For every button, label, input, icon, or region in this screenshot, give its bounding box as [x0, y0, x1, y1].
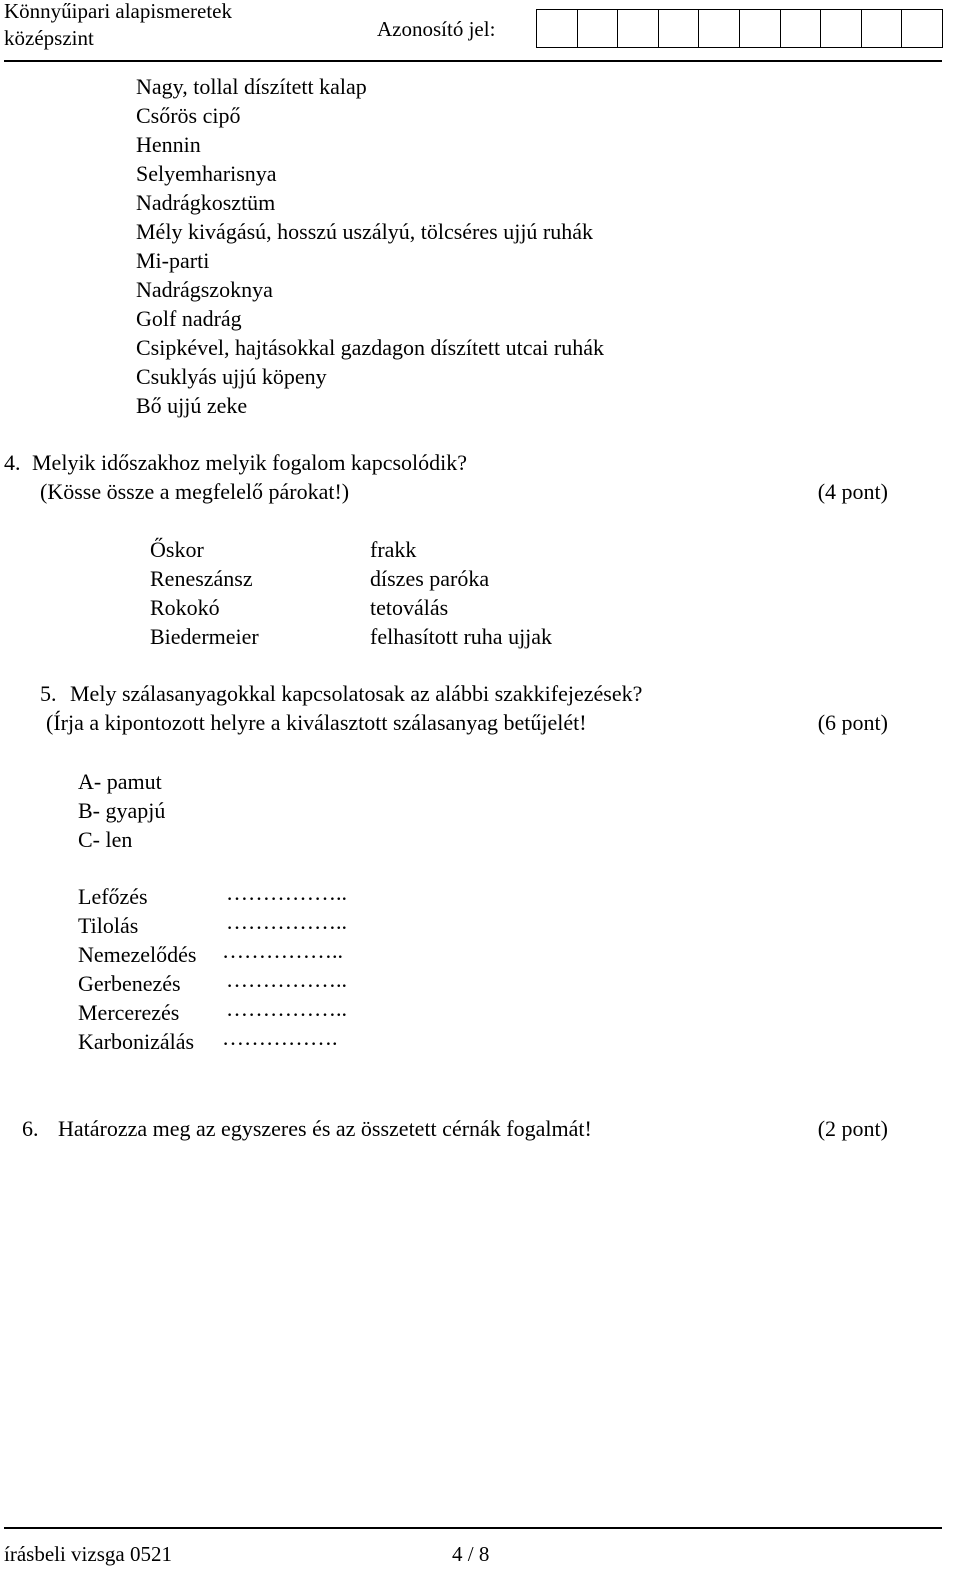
q4-points: (4 pont) [817, 479, 888, 504]
term-row [78, 1027, 478, 1056]
concept-item: tetoválás [370, 595, 449, 620]
fiber-option: B- gyapjú [78, 798, 166, 823]
term-label: Mercerezés [78, 1000, 180, 1025]
q5-points: (6 pont) [817, 710, 888, 735]
style-items-list [136, 72, 604, 420]
id-box[interactable] [578, 10, 619, 47]
term-label: Gerbenezés [78, 971, 181, 996]
fiber-option: A- pamut [78, 769, 162, 794]
answer-blank[interactable]: ……………. [222, 1025, 338, 1050]
q5-instruction: (Írja a kipontozott helyre a kiválasztott szálasanyag betűjelét! [46, 710, 587, 735]
header-divider [4, 60, 942, 62]
id-box[interactable] [740, 10, 781, 47]
q4-question: Melyik időszakhoz melyik fogalom kapcsolódik? [32, 450, 468, 475]
header-level: középszint [4, 26, 94, 50]
q4-instruction: (Kösse össze a megfelelő párokat!) [40, 479, 350, 504]
answer-blank[interactable]: …………….. [226, 996, 347, 1021]
concept-item: frakk [370, 537, 417, 562]
header-subject-block [4, 0, 232, 52]
q5-line1 [40, 679, 642, 708]
id-box[interactable] [781, 10, 822, 47]
list-item: Nadrágkosztüm [136, 190, 276, 215]
period-item: Biedermeier [150, 624, 259, 649]
period-item: Reneszánsz [150, 566, 253, 591]
period-item: Rokokó [150, 595, 220, 620]
period-item: Őskor [150, 537, 204, 562]
answer-blank[interactable]: …………….. [226, 880, 347, 905]
q5-number: 5. [40, 681, 57, 706]
id-box[interactable] [699, 10, 740, 47]
concept-item: felhasított ruha ujjak [370, 624, 553, 649]
term-label: Lefőzés [78, 884, 148, 909]
term-label: Karbonizálás [78, 1029, 195, 1054]
q6-line [22, 1114, 592, 1143]
q6-question: Határozza meg az egyszeres és az összetett cérnák fogalmát! [58, 1116, 592, 1141]
id-boxes[interactable] [536, 9, 943, 48]
q5-terms [78, 882, 478, 1056]
answer-blank[interactable]: …………….. [226, 909, 347, 934]
id-label: Azonosító jel: [377, 17, 496, 41]
list-item: Csuklyás ujjú köpeny [136, 364, 327, 389]
header-subject: Könnyűipari alapismeretek [4, 0, 233, 23]
fiber-option: C- len [78, 827, 133, 852]
q4-line1 [4, 448, 467, 477]
footer-page: 4 / 8 [452, 1542, 490, 1566]
id-box[interactable] [862, 10, 903, 47]
list-item: Csőrös cipő [136, 103, 241, 128]
concept-item: díszes paróka [370, 566, 490, 591]
list-item: Golf nadrág [136, 306, 242, 331]
footer-divider [4, 1527, 942, 1529]
id-box[interactable] [821, 10, 862, 47]
list-item: Selyemharisnya [136, 161, 277, 186]
answer-blank[interactable]: …………….. [222, 938, 343, 963]
footer-exam: írásbeli vizsga 0521 [4, 1542, 172, 1566]
q4-number: 4. [4, 450, 21, 475]
list-item: Csipkével, hajtásokkal gazdagon díszített utcai ruhák [136, 335, 604, 360]
id-box[interactable] [537, 10, 578, 47]
list-item: Mély kivágású, hosszú uszályú, tölcséres ujjú ruhák [136, 219, 594, 244]
list-item: Mi-parti [136, 248, 210, 273]
q4-periods [150, 535, 259, 651]
q6-number: 6. [22, 1116, 39, 1141]
list-item: Bő ujjú zeke [136, 393, 248, 418]
q5-fiber-options [78, 767, 165, 854]
id-box[interactable] [618, 10, 659, 47]
list-item: Nadrágszoknya [136, 277, 273, 302]
list-item: Nagy, tollal díszített kalap [136, 74, 367, 99]
q5-question: Mely szálasanyagokkal kapcsolatosak az alábbi szakkifejezések? [70, 681, 643, 706]
answer-blank[interactable]: …………….. [226, 967, 347, 992]
id-box[interactable] [659, 10, 700, 47]
q6-points: (2 pont) [817, 1116, 888, 1141]
term-label: Nemezelődés [78, 942, 197, 967]
q4-concepts [370, 535, 552, 651]
list-item: Hennin [136, 132, 201, 157]
id-box[interactable] [902, 10, 943, 47]
term-label: Tilolás [78, 913, 139, 938]
